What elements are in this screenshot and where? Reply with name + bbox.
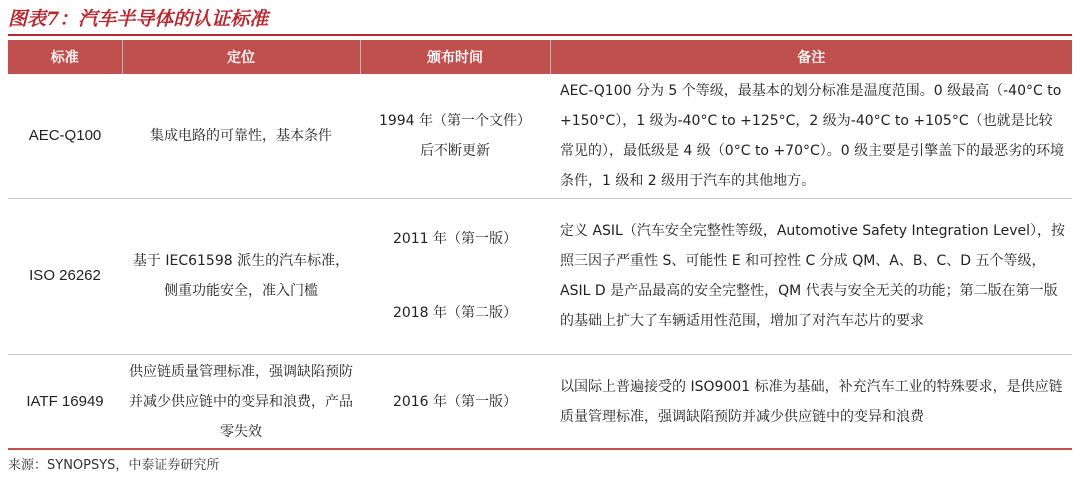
notes-cell: 以国际上普遍接受的 ISO9001 标准为基础，补充汽车工业的特殊要求，是供应链质量管理标准，强调缺陷预防并减少供应链中的变异和浪费 (550, 354, 1072, 450)
standard-cell: AEC-Q100 (28, 126, 102, 144)
release-time-line: 2016 年（第一版） (392, 394, 518, 411)
header-positioning: 定位 (122, 40, 360, 74)
certification-table (8, 40, 1072, 450)
table-row (8, 74, 1072, 198)
source-note: 来源：SYNOPSYS，中泰证券研究所 (8, 458, 220, 473)
release-time-line: 2018 年（第二版） (392, 305, 518, 321)
release-time-cell (360, 74, 550, 198)
notes-cell: AEC-Q100 分为 5 个等级，最基本的划分标准是温度范围。0 级最高（-40°C to +150°C），1 级为-40°C to +125°C，2 级为-40°C to +105°C（也就是比较常见的），最低级是 4 级（0°C to +70°C）。0 级主要是引擎盖下的最恶劣的环境条件，1 级和 2 级用于汽车的其他地方。 (560, 82, 1065, 189)
release-time-cell (360, 198, 550, 354)
positioning-cell: 供应链质量管理标准，强调缺陷预防并减少供应链中的变异和浪费，产品零失效 (122, 354, 360, 450)
figure-title: 图表7：汽车半导体的认证标准 (8, 8, 269, 30)
table-bottom-rule (8, 448, 1072, 450)
release-time-line: 后不断更新 (420, 142, 490, 159)
standard-cell: IATF 16949 (8, 354, 122, 450)
header-notes: 备注 (550, 40, 1072, 74)
table-row (8, 198, 1072, 354)
standard-cell: ISO 26262 (8, 198, 122, 354)
positioning-cell: 基于 IEC61598 派生的汽车标准，侧重功能安全，准入门槛 (122, 198, 360, 354)
table-header-row (8, 40, 1072, 74)
title-divider (8, 34, 1072, 36)
table-row (8, 354, 1072, 450)
positioning-cell: 集成电路的可靠性，基本条件 (150, 127, 332, 144)
release-time-line: 2011 年（第一版） (392, 231, 518, 247)
release-time-spacer (366, 254, 544, 298)
header-release-time: 颁布时间 (360, 40, 550, 74)
header-standard: 标准 (8, 40, 122, 74)
release-time-cell (360, 354, 550, 450)
notes-cell: 定义 ASIL（汽车安全完整性等级，Automotive Safety Integration Level），按照三因子严重性 S、可能性 E 和可控性 C 分成 QM、A、B、C、D 五个等级，ASIL D 是产品最高的安全完整性，QM 代表与安全无关的功能；第二版在第一版的基础上扩大了车辆适用性范围，增加了对汽车芯片的要求 (550, 198, 1072, 354)
release-time-line: 1994 年（第一个文件） (378, 112, 532, 129)
